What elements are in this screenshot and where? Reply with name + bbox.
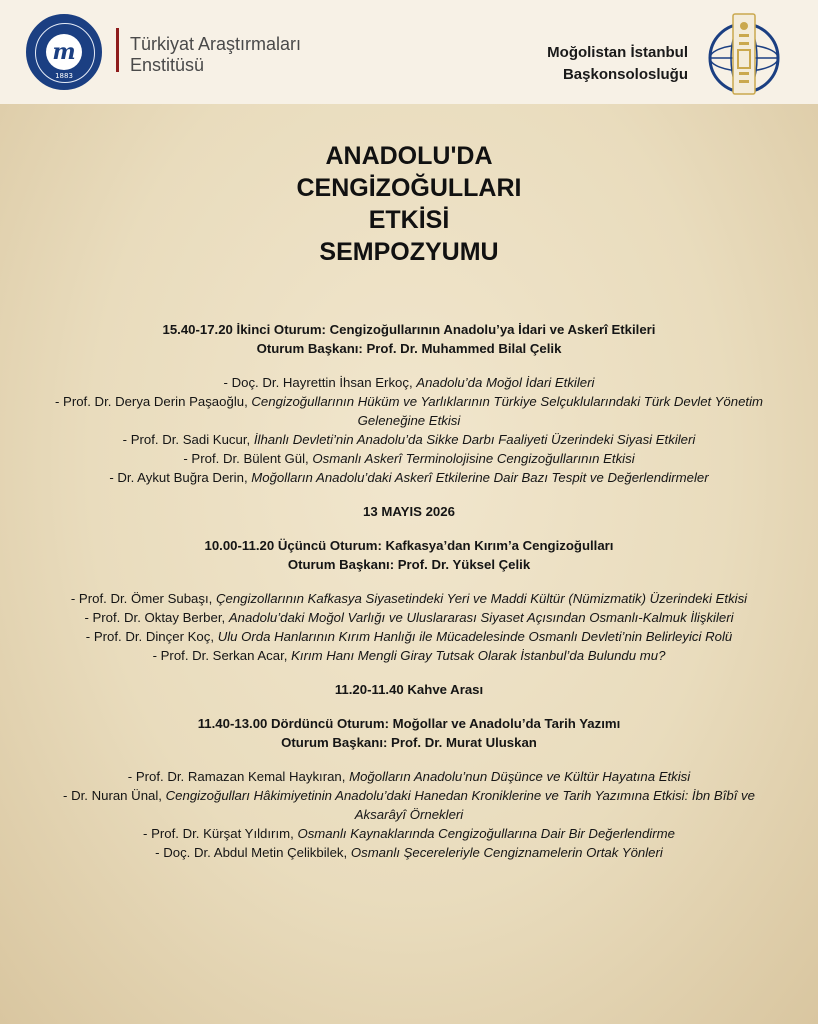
mongolia-emblem-icon — [696, 12, 792, 96]
talk-item: - Dr. Aykut Buğra Derin, Moğolların Anadolu’daki Askerî Etkilerine Dair Bazı Tespit ve Değerlendirmeler — [109, 470, 709, 485]
divider — [116, 28, 119, 72]
talk-item: - Prof. Dr. Derya Derin Paşaoğlu, Cengizoğullarının Hüküm ve Yarlıklarının Türkiye Selçuklularındaki Türk Devlet Yönetim Geleneğine Etkisi — [54, 394, 764, 428]
talk-item: - Prof. Dr. Bülent Gül, Osmanlı Askerî Terminolojisine Cengizoğullarının Etkisi — [183, 451, 635, 466]
consulate-name: Moğolistan İstanbul Başkonsolosluğu — [547, 44, 688, 83]
header-band — [0, 0, 818, 104]
session-chair: Oturum Başkanı: Prof. Dr. Muhammed Bilal Çelik — [256, 341, 562, 356]
institute-name: Türkiyat Araştırmaları Enstitüsü — [130, 34, 302, 75]
session-date: 13 MAYIS 2026 — [363, 504, 455, 519]
talk-item: - Prof. Dr. Oktay Berber, Anadolu’daki Moğol Varlığı ve Uluslararası Siyaset Açısından Osmanlı-Kalmuk İlişkileri — [84, 610, 734, 625]
talk-item: - Prof. Dr. Sadi Kucur, İlhanlı Devleti’nin Anadolu’da Sikke Darbı Faaliyeti Üzerindeki Siyasi Etkileri — [122, 432, 696, 447]
talk-item: - Prof. Dr. Ömer Subaşı, Çengizollarının Kafkasya Siyasetindeki Yeri ve Maddi Kültür (Nümizmatik) Üzerindeki Etkisi — [70, 591, 748, 606]
logo-year: 1883 — [55, 72, 73, 80]
talk-item: - Dr. Nuran Ünal, Cengizoğulları Hâkimiyetinin Anadolu’daki Hanedan Kroniklerine ve Tarih Yazımına Etkisi: İbn Bîbî ve Aksarâyî Örnekleri — [63, 788, 755, 822]
marmara-university-logo: m 1883 — [26, 14, 102, 90]
session-2 — [40, 320, 778, 487]
talk-item: - Prof. Dr. Ramazan Kemal Haykıran, Moğolların Anadolu’nun Düşünce ve Kültür Hayatına Etkisi — [127, 769, 691, 784]
talk-item: - Prof. Dr. Serkan Acar, Kırım Hanı Mengli Giray Tutsak Olarak İstanbul’da Bulundu mu? — [152, 648, 666, 663]
symposium-title: ANADOLU'DA CENGİZOĞULLARI ETKİSİ SEMPOZYUMU — [296, 142, 522, 266]
coffee-break: 11.20-11.40 Kahve Arası — [334, 682, 484, 697]
session-3 — [40, 536, 778, 665]
talk-item: - Prof. Dr. Dinçer Koç, Ulu Orda Hanlarının Kırım Hanlığı ile Mücadelesinde Osmanlı Devleti’nin Belirleyici Rolü — [85, 629, 733, 644]
talk-item: - Prof. Dr. Kürşat Yıldırım, Osmanlı Kaynaklarında Cengizoğullarına Dair Bir Değerlendirme — [143, 826, 675, 841]
session-heading: 10.00-11.20 Üçüncü Oturum: Kafkasya’dan Kırım’a Cengizoğulları — [204, 538, 614, 553]
session-heading: 15.40-17.20 İkinci Oturum: Cengizoğullarının Anadolu’ya İdari ve Askerî Etkileri — [162, 322, 656, 337]
session-4 — [40, 714, 778, 862]
session-chair: Oturum Başkanı: Prof. Dr. Murat Uluskan — [281, 735, 537, 750]
talk-item: - Doç. Dr. Hayrettin İhsan Erkoç, Anadolu’da Moğol İdari Etkileri — [223, 375, 595, 390]
session-chair: Oturum Başkanı: Prof. Dr. Yüksel Çelik — [287, 557, 531, 572]
session-heading: 11.40-13.00 Dördüncü Oturum: Moğollar ve Anadolu’da Tarih Yazımı — [197, 716, 621, 731]
program — [40, 320, 778, 862]
talk-item: - Doç. Dr. Abdul Metin Çelikbilek, Osmanlı Şecereleriyle Cengiznamelerin Ortak Yönleri — [155, 845, 663, 860]
